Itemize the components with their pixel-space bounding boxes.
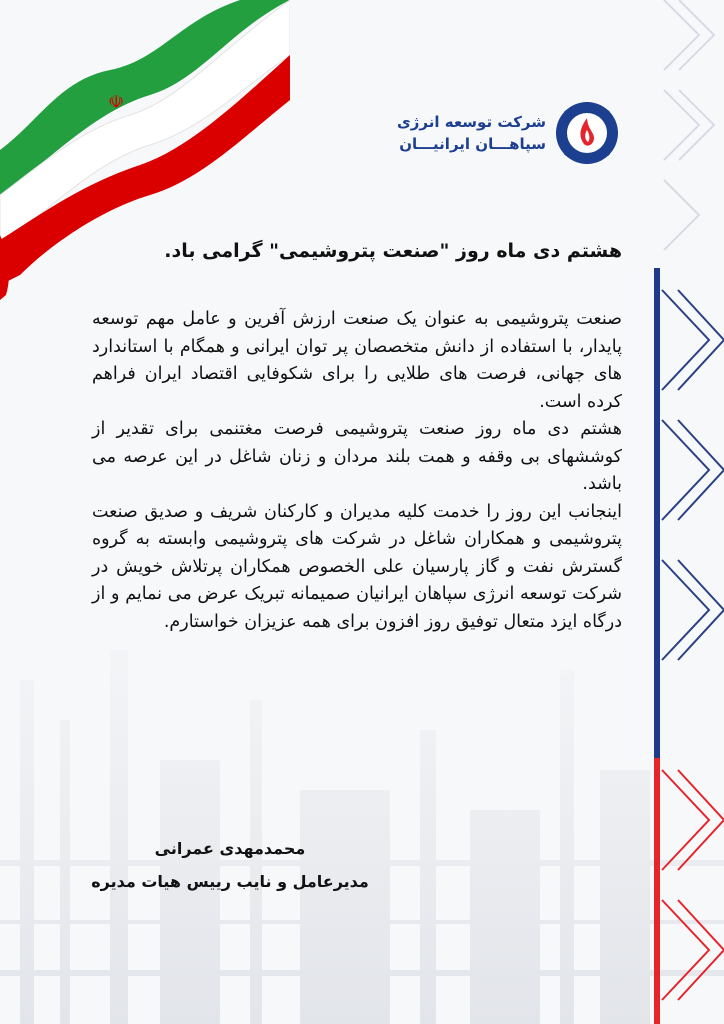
flag-emblem-icon: ☫	[108, 92, 125, 113]
company-name-line2: سپاهـــان ایرانیـــان	[399, 135, 546, 153]
letter-body	[92, 236, 622, 636]
company-logo-icon	[554, 100, 620, 166]
paragraph-3: اینجانب این روز را خدمت کلیه مدیران و کارکنان شریف و صدیق صنعت پتروشیمی و همکاران شاغل در شرکت های پتروشیمی وابسته به گروه گسترش نفت و گاز پارسیان علی الخصوص همکاران پرتلاش خویش در شرکت توسعه انرژی سپاهان ایرانیان صمیمانه تبریک عرض می نمایم و از درگاه ایزد متعال توفیق روز افزون برای همه عزیزان خواستارم.	[92, 501, 622, 632]
letter-heading: هشتم دی ماه روز "صنعت پتروشیمی" گرامی باد.	[164, 240, 622, 262]
signature-block	[80, 836, 380, 896]
company-name-line1: شرکت توسعه انرژی	[397, 113, 546, 131]
paragraph-2: هشتم دی ماه روز صنعت پتروشیمی فرصت مغتنمی برای تقدیر از کوششهای بی وقفه و همت بلند مردان و زنان شاغل در این عرصه می باشد.	[92, 419, 622, 494]
company-logo	[397, 100, 620, 166]
paragraph-1: صنعت پتروشیمی به عنوان یک صنعت ارزش آفرین و عامل مهم توسعه پایدار، با استفاده از دانش متخصصان پر توان ایرانی و همگام با استاندارد های جهانی، فرصت های طلایی را برای شکوفایی اقتصاد ایران فراهم کرده است.	[92, 309, 622, 412]
side-decoration	[654, 0, 724, 1024]
signatory-title: مدیرعامل و نایب رییس هیات مدیره	[91, 872, 369, 891]
signatory-name: محمدمهدی عمرانی	[154, 839, 306, 858]
